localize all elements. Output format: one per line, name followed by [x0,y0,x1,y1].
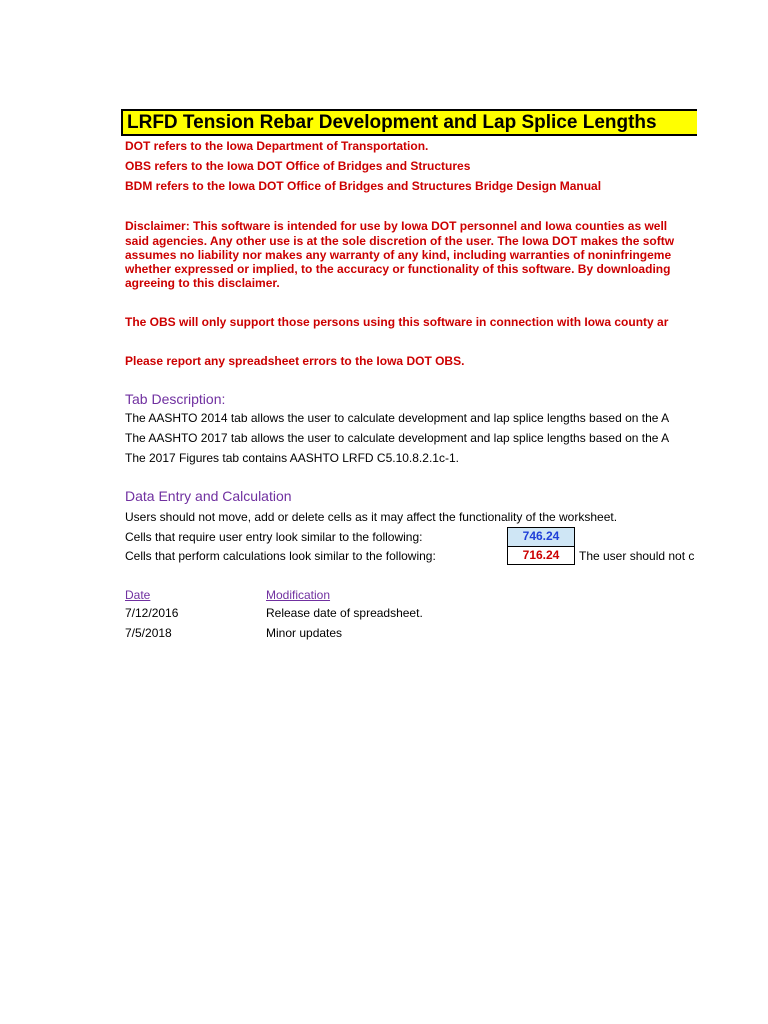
definition-obs[interactable]: OBS refers to the Iowa DOT Office of Bridges and Structures [125,159,471,173]
tab-description-line[interactable]: The AASHTO 2014 tab allows the user to calculate development and lap splice lengths based on the A [125,411,670,425]
disclaimer-line[interactable]: assumes no liability nor makes any warranty of any kind, including warranties of noninfringeme [125,248,672,262]
tab-description-line[interactable]: The 2017 Figures tab contains AASHTO LRFD C5.10.8.2.1c-1. [125,451,459,465]
calculation-sample-cell[interactable]: 716.24 [507,546,575,565]
tab-description-line[interactable]: The AASHTO 2017 tab allows the user to calculate development and lap splice lengths based on the A [125,431,670,445]
history-date[interactable]: 7/5/2018 [125,626,172,640]
disclaimer-line[interactable]: agreeing to this disclaimer. [125,276,280,290]
definition-bdm[interactable]: BDM refers to the Iowa DOT Office of Bridges and Structures Bridge Design Manual [125,179,602,193]
calculation-description[interactable]: Cells that perform calculations look similar to the following: [125,549,436,563]
user-entry-sample-cell[interactable]: 746.24 [507,527,575,546]
disclaimer-line[interactable]: whether expressed or implied, to the accuracy or functionality of this software. By downloading [125,262,671,276]
disclaimer-line[interactable]: said agencies. Any other use is at the sole discretion of the user. The Iowa DOT makes the softw [125,234,675,248]
modification-column-header[interactable]: Modification [266,588,331,602]
disclaimer-line[interactable]: Disclaimer: This software is intended for use by Iowa DOT personnel and Iowa counties as well [125,219,668,233]
data-entry-instruction[interactable]: Users should not move, add or delete cells as it may affect the functionality of the worksheet. [125,510,618,524]
date-column-header[interactable]: Date [125,588,151,602]
sheet-title[interactable]: LRFD Tension Rebar Development and Lap Splice Lengths [121,109,697,136]
report-note[interactable]: Please report any spreadsheet errors to the Iowa DOT OBS. [125,354,465,368]
history-date[interactable]: 7/12/2016 [125,606,179,620]
user-entry-description[interactable]: Cells that require user entry look similar to the following: [125,530,423,544]
support-note[interactable]: The OBS will only support those persons using this software in connection with Iowa county ar [125,315,669,329]
calculation-note[interactable]: The user should not c [579,549,695,563]
data-entry-heading[interactable]: Data Entry and Calculation [125,488,292,504]
tab-description-heading[interactable]: Tab Description: [125,391,226,407]
definition-dot[interactable]: DOT refers to the Iowa Department of Transportation. [125,139,429,153]
history-modification[interactable]: Minor updates [266,626,343,640]
history-modification[interactable]: Release date of spreadsheet. [266,606,423,620]
